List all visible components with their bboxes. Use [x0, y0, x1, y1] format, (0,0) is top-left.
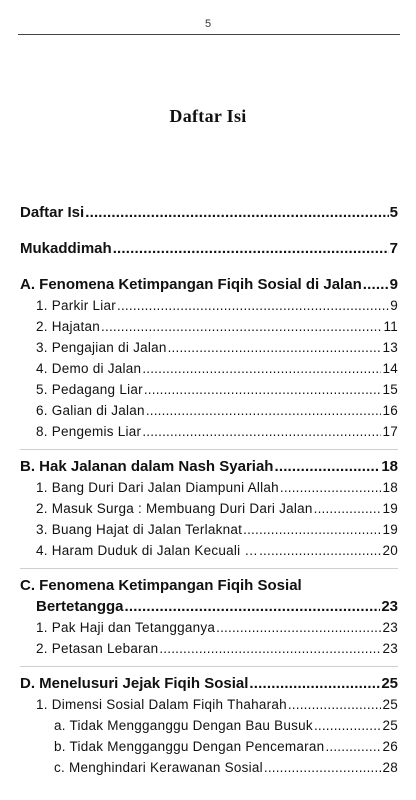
toc-entry-page: 9: [389, 276, 398, 293]
toc-subsubentry[interactable]: [20, 760, 398, 781]
toc-entry-page: 20: [382, 543, 398, 558]
toc-entry-label: A. Fenomena Ketimpangan Fiqih Sosial di Jalan: [20, 276, 362, 293]
toc-entry-page: 26: [382, 739, 398, 754]
toc-entry-label: 3. Pengajian di Jalan: [36, 340, 167, 355]
toc-subentry[interactable]: [20, 319, 398, 340]
toc-subentry[interactable]: [20, 501, 398, 522]
toc-leader-dots: [280, 480, 382, 495]
toc-leader-dots: [314, 718, 382, 733]
toc-entry-label: 1. Parkir Liar: [36, 298, 117, 313]
toc-leader-dots: [363, 276, 389, 293]
toc-section-d: [20, 675, 398, 785]
toc-entry-label: B. Hak Jalanan dalam Nash Syariah: [20, 458, 274, 475]
toc-entry-page: 7: [389, 240, 398, 257]
toc-entry-page: 5: [389, 204, 398, 221]
toc-entry-label: 1. Bang Duri Dari Jalan Diampuni Allah: [36, 480, 279, 495]
toc-entry-page: 25: [382, 697, 398, 712]
toc-leader-dots: [159, 641, 381, 656]
toc-entry-daftar-isi[interactable]: [20, 204, 398, 226]
toc-subsubentry[interactable]: [20, 739, 398, 760]
toc-entry-label: Bertetangga: [36, 598, 124, 615]
toc-entry-label: D. Menelusuri Jejak Fiqih Sosial: [20, 675, 249, 692]
page-title: Daftar Isi: [169, 106, 247, 126]
toc-entry-page: 23: [381, 598, 398, 615]
toc-subentry[interactable]: [20, 403, 398, 424]
toc-entry-page: 18: [381, 458, 398, 475]
toc-subentry[interactable]: [20, 697, 398, 718]
toc-entry-page: 19: [382, 501, 398, 516]
toc-subentry[interactable]: [20, 424, 398, 445]
toc-entry-section-a[interactable]: [20, 276, 398, 298]
toc-subentry[interactable]: [20, 382, 398, 403]
toc-leader-dots: [101, 319, 382, 334]
toc-subentry[interactable]: [20, 641, 398, 662]
toc-entry-page: 28: [382, 760, 398, 775]
toc-subentry[interactable]: [20, 480, 398, 501]
toc-leader-dots: [142, 424, 381, 439]
toc-entry-mukaddimah[interactable]: [20, 240, 398, 262]
toc-entry-label: 8. Pengemis Liar: [36, 424, 142, 439]
toc-leader-dots: [249, 675, 380, 692]
toc-leader-dots: [264, 760, 382, 775]
header-rule: [18, 34, 400, 35]
toc-entry-label: 2. Hajatan: [36, 319, 101, 334]
toc-section-c: [20, 577, 398, 667]
toc-entry-label: 4. Haram Duduk di Jalan Kecuali …: [36, 543, 259, 558]
toc-entry-section-c[interactable]: [20, 598, 398, 620]
toc-entry-page: 14: [382, 361, 398, 376]
toc-entry-page: 23: [382, 620, 398, 635]
toc-entry-label: 4. Demo di Jalan: [36, 361, 142, 376]
toc-entry-page: 25: [381, 675, 398, 692]
toc-entry-label: 5. Pedagang Liar: [36, 382, 143, 397]
toc-entry-label: 1. Pak Haji dan Tetangganya: [36, 620, 216, 635]
page-number: 5: [204, 18, 212, 30]
toc-leader-dots: [325, 739, 381, 754]
toc-entry-page: 17: [382, 424, 398, 439]
toc-entry-label: 1. Dimensi Sosial Dalam Fiqih Thaharah: [36, 697, 287, 712]
toc-entry-label-line1: C. Fenomena Ketimpangan Fiqih Sosial: [20, 577, 302, 594]
toc-leader-dots: [146, 403, 382, 418]
toc-leader-dots: [125, 598, 381, 615]
toc-entry-page: 15: [382, 382, 398, 397]
toc-leader-dots: [216, 620, 381, 635]
toc-leader-dots: [288, 697, 382, 712]
toc-entry-page: 23: [382, 641, 398, 656]
toc-entry-label: Daftar Isi: [20, 204, 85, 221]
toc-entry-page: 25: [382, 718, 398, 733]
toc-leader-dots: [259, 543, 381, 558]
toc-entry-section-d[interactable]: [20, 675, 398, 697]
toc-section-a: [20, 276, 398, 450]
toc-subentry[interactable]: [20, 522, 398, 543]
toc-entry-label: 3. Buang Hajat di Jalan Terlaknat: [36, 522, 243, 537]
toc-leader-dots: [144, 382, 382, 397]
toc-entry-label: 2. Petasan Lebaran: [36, 641, 159, 656]
toc-leader-dots: [168, 340, 382, 355]
toc-subentry[interactable]: [20, 543, 398, 564]
toc-entry-page: 9: [390, 298, 398, 313]
toc-entry-page: 19: [382, 522, 398, 537]
toc-entry-page: 18: [382, 480, 398, 495]
toc-subentry[interactable]: [20, 340, 398, 361]
toc-entry-page: 16: [382, 403, 398, 418]
toc-leader-dots: [113, 240, 389, 257]
toc-entry-label: 6. Galian di Jalan: [36, 403, 145, 418]
toc-section-b: [20, 458, 398, 569]
toc-entry-page: 11: [383, 319, 398, 334]
toc-entry-label: c. Menghindari Kerawanan Sosial: [54, 760, 263, 775]
toc-entry-label: b. Tidak Mengganggu Dengan Pencemaran: [54, 739, 325, 754]
toc-leader-dots: [274, 458, 380, 475]
toc-entry-label: 2. Masuk Surga : Membuang Duri Dari Jalan: [36, 501, 313, 516]
toc-leader-dots: [85, 204, 388, 221]
toc-subentry[interactable]: [20, 361, 398, 382]
toc-leader-dots: [314, 501, 382, 516]
toc-subentry[interactable]: [20, 298, 398, 319]
toc-leader-dots: [117, 298, 389, 313]
toc-leader-dots: [142, 361, 381, 376]
table-of-contents: [20, 204, 398, 793]
toc-leader-dots: [243, 522, 381, 537]
toc-entry-label: a. Tidak Mengganggu Dengan Bau Busuk: [54, 718, 313, 733]
toc-subsubentry[interactable]: [20, 718, 398, 739]
toc-subentry[interactable]: [20, 620, 398, 641]
toc-entry-label: Mukaddimah: [20, 240, 112, 257]
toc-entry-section-b[interactable]: [20, 458, 398, 480]
toc-entry-page: 13: [382, 340, 398, 355]
